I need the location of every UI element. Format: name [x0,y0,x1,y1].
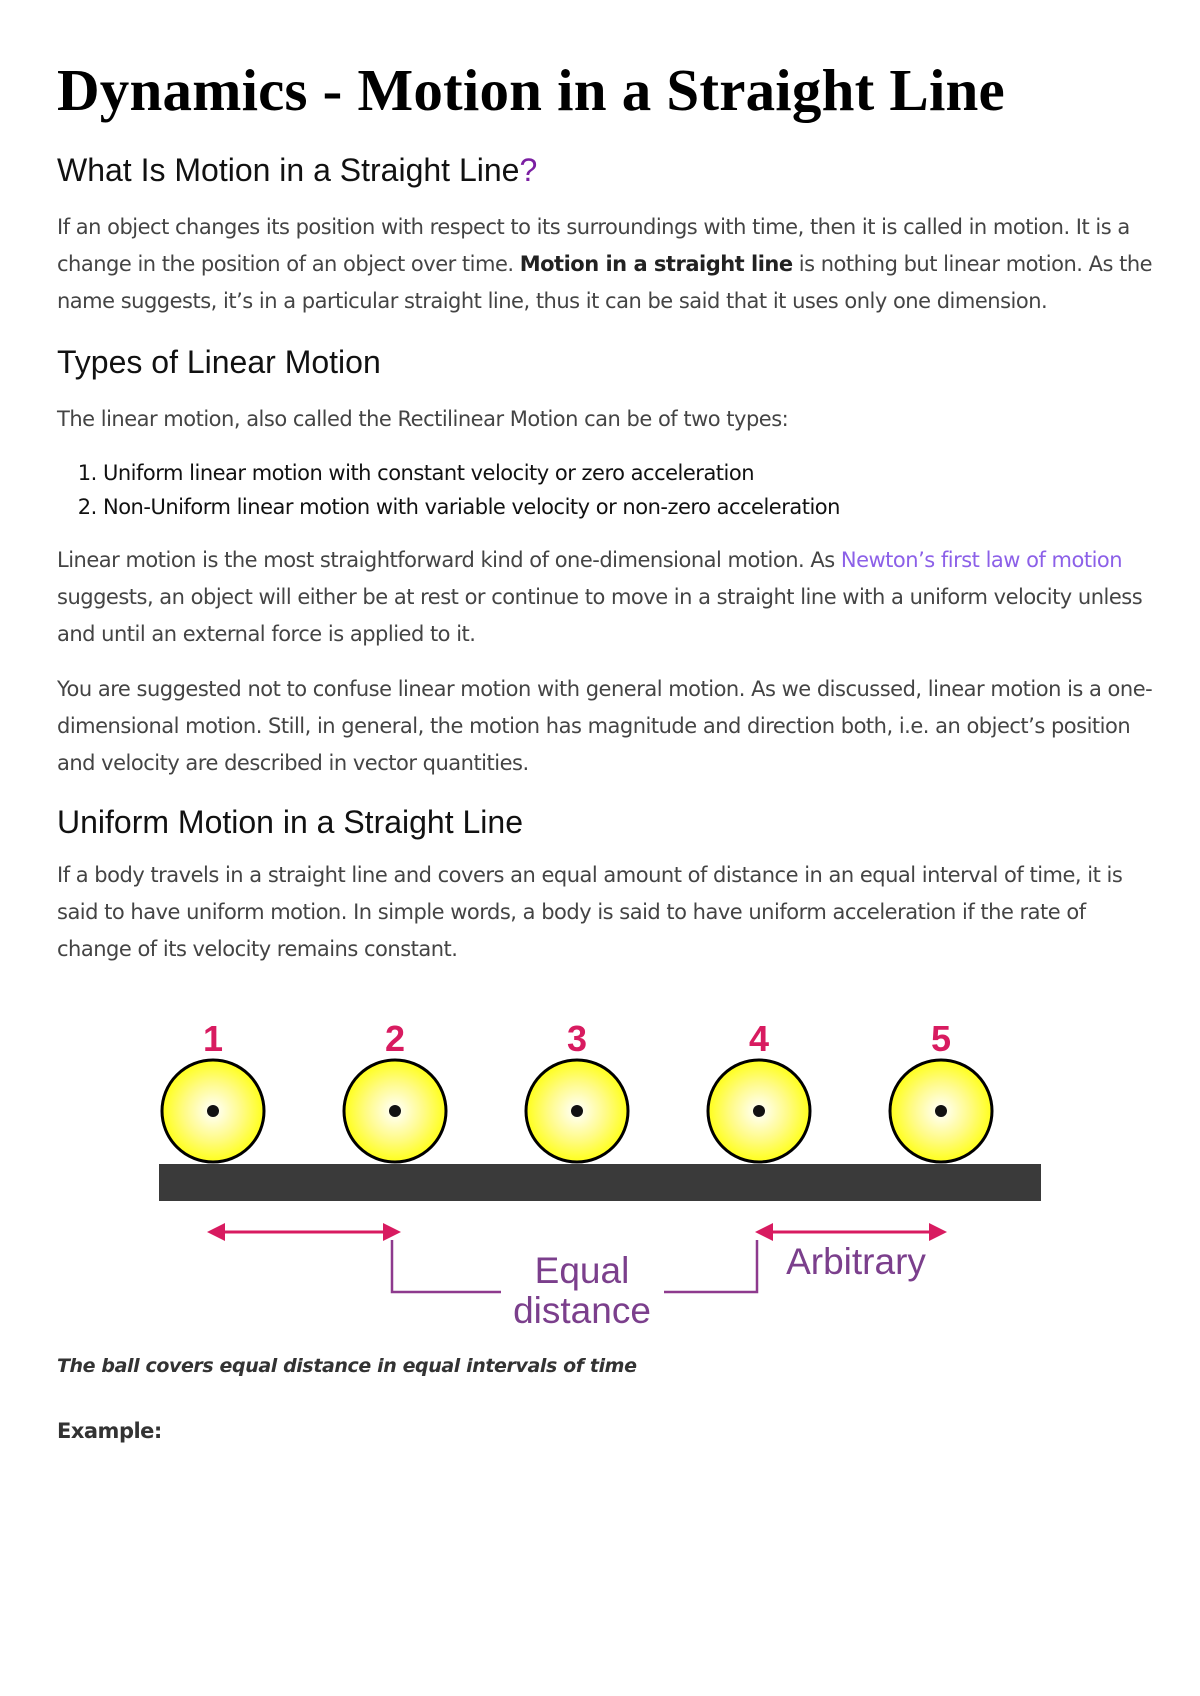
diagram-svg [57,988,1157,1338]
paragraph-text-a: Linear motion is the most straightforward kind of one-dimensional motion. As [57,548,841,572]
paragraph-text-b: is nothing but linear motion. As the name suggests, it’s in a particular straight line, thus it can be said that it uses only one dimension. [57,252,1153,313]
paragraph-newton [57,542,1157,653]
paragraph-bold-term: Motion in a straight line [519,252,793,276]
heading-text: What Is Motion in a Straight Line [57,152,520,188]
uniform-motion-diagram [57,988,1157,1338]
page-title: Dynamics - Motion in a Straight Line [57,57,1005,123]
example-label: Example: [57,1419,162,1443]
arbitrary-label: Arbitrary [786,1241,926,1282]
paragraph-uniform-motion: If a body travels in a straight line and covers an equal amount of distance in an equal interval of time, it is said to have uniform motion. In simple words, a body is said to have uniform acceleration if the rate of change of its velocity remains constant. [57,863,1123,961]
ball-label-2: 2 [384,1018,406,1059]
ball-4 [708,1060,810,1162]
arbitrary-arrow [755,1223,947,1241]
types-list [57,456,1157,524]
newtons-first-law-link[interactable]: Newton’s first law of motion [840,548,1123,572]
equal-label: Equal [534,1250,630,1291]
paragraph-text-b: suggests, an object will either be at rest or continue to move in a straight line with a uniform velocity unless and until an external force is applied to it. [57,585,1143,646]
section-heading-types: Types of Linear Motion [57,344,381,380]
ball-label-4: 4 [748,1018,770,1059]
section-heading-uniform-motion: Uniform Motion in a Straight Line [57,804,523,840]
ball-5 [890,1060,992,1162]
list-item: 1. Uniform linear motion with constant velocity or zero acceleration [103,456,1157,490]
paragraph-types-intro: The linear motion, also called the Rectilinear Motion can be of two types: [57,407,789,431]
paragraph-definition [57,209,1157,320]
equal-distance-arrow [207,1223,401,1241]
ball-label-1: 1 [202,1018,224,1059]
ball-3 [526,1060,628,1162]
ball-2 [344,1060,446,1162]
distance-label: distance [513,1290,651,1331]
ball-label-5: 5 [930,1018,952,1059]
document-page [57,50,1157,1450]
heading-question-mark: ? [519,152,538,188]
paragraph-text-a: If an object changes its position with respect to its surroundings with time, then it is called in motion. It is a change in the position of an object over time. [57,215,1130,276]
ball-label-3: 3 [566,1018,588,1059]
figure-caption: The ball covers equal distance in equal intervals of time [57,1355,637,1377]
section-heading-what-is-motion [57,150,1157,190]
paragraph-general-motion: You are suggested not to confuse linear motion with general motion. As we discussed, linear motion is a one-dimensional motion. Still, in general, the motion has magnitude and direction both, i.e. an object’s position and velocity are described in vector quantities. [57,677,1153,775]
ball-1 [162,1060,264,1162]
list-item: 2. Non-Uniform linear motion with variable velocity or non-zero acceleration [103,490,1157,524]
ground-bar [159,1164,1041,1201]
